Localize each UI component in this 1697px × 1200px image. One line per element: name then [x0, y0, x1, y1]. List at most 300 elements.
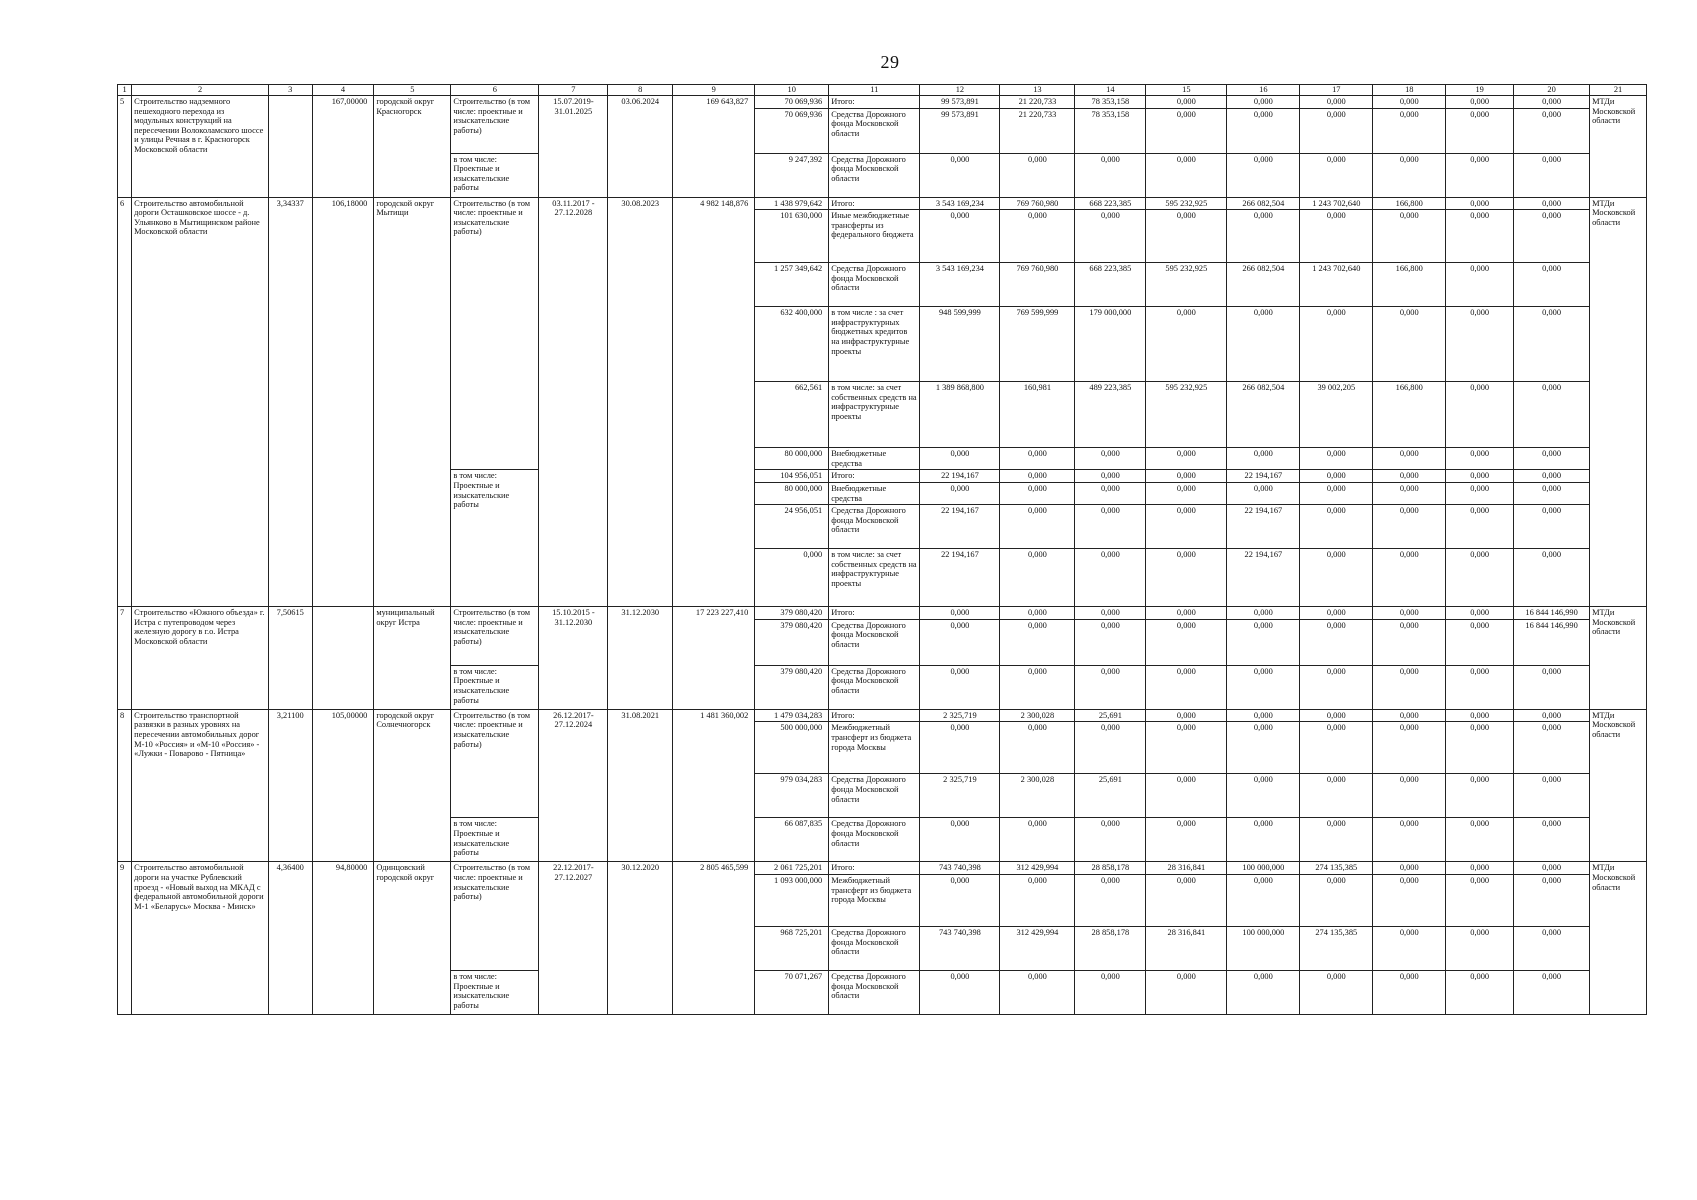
year-value: 0,000: [1446, 482, 1514, 504]
year-value: 166,800: [1373, 382, 1446, 448]
year-value: 0,000: [1227, 210, 1300, 263]
year-value: 0,000: [1373, 470, 1446, 483]
column-number-header: 14: [1075, 85, 1146, 96]
year-value: 0,000: [1000, 818, 1075, 862]
year-value: 0,000: [1514, 709, 1590, 722]
year-value: 0,000: [1514, 108, 1590, 153]
year-value: 0,000: [1300, 619, 1373, 665]
year-value: 0,000: [1075, 210, 1146, 263]
year-value: 0,000: [1300, 874, 1373, 926]
capacity-value: 3,34337: [268, 197, 312, 607]
funding-source: в том числе: за счет собственных средств на инфраструктурные проекты: [829, 549, 920, 607]
year-value: 0,000: [920, 448, 1000, 470]
year-value: 0,000: [1075, 470, 1146, 483]
length-value: [312, 607, 374, 710]
work-type: в том числе: Проектные и изыскательские работы: [451, 665, 539, 709]
year-value: 179 000,000: [1075, 307, 1146, 382]
year-value: 0,000: [1514, 665, 1590, 709]
year-value: 0,000: [920, 482, 1000, 504]
year-value: 0,000: [1446, 818, 1514, 862]
year-value: 0,000: [1446, 382, 1514, 448]
year-value: 0,000: [1146, 607, 1227, 620]
length-value: 167,00000: [312, 96, 374, 198]
year-value: 22 194,167: [920, 549, 1000, 607]
executor: МТДи Московской области: [1590, 862, 1647, 1015]
work-type: Строительство (в том числе: проектные и изыскательские работы): [451, 96, 539, 154]
year-value: 312 429,994: [1000, 926, 1075, 970]
year-value: 0,000: [1146, 505, 1227, 549]
object-name: Строительство автомобильной дороги Осташковское шоссе - д. Ульянково в Мытищинском районе Московской области: [132, 197, 269, 607]
year-value: 0,000: [1373, 774, 1446, 818]
column-number-header: 2: [132, 85, 269, 96]
investment-register-table: [117, 84, 1647, 1015]
year-value: 0,000: [1373, 96, 1446, 109]
work-type: Строительство (в том числе: проектные и изыскательские работы): [451, 197, 539, 470]
funding-source: Итого:: [829, 862, 920, 875]
year-value: 0,000: [1146, 709, 1227, 722]
year-value: 0,000: [1227, 96, 1300, 109]
municipality: городской округ Мытищи: [374, 197, 451, 607]
year-value: 0,000: [920, 665, 1000, 709]
funding-source: Итого:: [829, 709, 920, 722]
year-value: 743 740,398: [920, 926, 1000, 970]
year-value: 0,000: [1075, 505, 1146, 549]
column-number-header: 15: [1146, 85, 1227, 96]
year-value: 0,000: [1227, 153, 1300, 197]
year-value: 22 194,167: [1227, 549, 1300, 607]
funding-source: в том числе : за счет инфраструктурных бюджетных кредитов на инфраструктурные проекты: [829, 307, 920, 382]
funding-source: Средства Дорожного фонда Московской области: [829, 108, 920, 153]
year-value: 0,000: [1514, 970, 1590, 1014]
executor: МТДи Московской области: [1590, 96, 1647, 198]
length-value: 106,18000: [312, 197, 374, 607]
executor: МТДи Московской области: [1590, 607, 1647, 710]
year-value: 0,000: [1446, 108, 1514, 153]
year-value: 0,000: [1300, 505, 1373, 549]
column-number-header: 4: [312, 85, 374, 96]
year-value: 0,000: [1146, 970, 1227, 1014]
year-value: 0,000: [1146, 153, 1227, 197]
year-value: 0,000: [1000, 549, 1075, 607]
period-dates: 15.10.2015 - 31.12.2030: [539, 607, 608, 710]
year-value: 0,000: [1075, 448, 1146, 470]
year-value: 948 599,999: [920, 307, 1000, 382]
funding-source: Межбюджетный трансферт из бюджета города Москвы: [829, 722, 920, 774]
register-table: [117, 84, 1647, 1015]
year-value: 0,000: [1373, 153, 1446, 197]
funding-source: Иные межбюджетные трансферты из федерального бюджета: [829, 210, 920, 263]
year-value: 0,000: [1300, 607, 1373, 620]
year-value: 266 082,504: [1227, 197, 1300, 210]
funding-source: Межбюджетный трансферт из бюджета города Москвы: [829, 874, 920, 926]
year-value: 0,000: [1373, 619, 1446, 665]
financed-value: 104 956,051: [755, 470, 829, 483]
year-value: 0,000: [1446, 926, 1514, 970]
funding-source: Средства Дорожного фонда Московской области: [829, 970, 920, 1014]
year-value: 99 573,891: [920, 108, 1000, 153]
year-value: 0,000: [1446, 874, 1514, 926]
year-value: 0,000: [920, 722, 1000, 774]
year-value: 0,000: [1514, 874, 1590, 926]
object-name: Строительство транспортной развязки в разных уровнях на пересечении автомобильных дорог М-10 «Россия» и «М-10 «Россия» - «Лужки - Поварово - Пятница»: [132, 709, 269, 862]
year-value: 0,000: [1227, 722, 1300, 774]
year-value: 0,000: [1075, 818, 1146, 862]
total-cost: 1 481 360,002: [673, 709, 755, 862]
year-value: 0,000: [1300, 722, 1373, 774]
year-value: 28 316,841: [1146, 926, 1227, 970]
object-name: Строительство «Южного объезда» г. Истра с путепроводом через железную дорогу в г.о. Истра Московской области: [132, 607, 269, 710]
year-value: 0,000: [1446, 210, 1514, 263]
year-value: 2 325,719: [920, 709, 1000, 722]
year-value: 0,000: [1000, 970, 1075, 1014]
year-value: 0,000: [1446, 774, 1514, 818]
year-value: 21 220,733: [1000, 108, 1075, 153]
year-value: 2 325,719: [920, 774, 1000, 818]
funding-source: Средства Дорожного фонда Московской области: [829, 774, 920, 818]
year-value: 0,000: [1300, 108, 1373, 153]
financed-value: 70 071,267: [755, 970, 829, 1014]
period-dates: 15.07.2019-31.01.2025: [539, 96, 608, 198]
year-value: 769 760,980: [1000, 197, 1075, 210]
year-value: 0,000: [1000, 482, 1075, 504]
year-value: 0,000: [1146, 210, 1227, 263]
financed-value: 1 438 979,642: [755, 197, 829, 210]
completion-date: 30.08.2023: [608, 197, 673, 607]
year-value: 0,000: [1373, 970, 1446, 1014]
year-value: 0,000: [1514, 470, 1590, 483]
year-value: 266 082,504: [1227, 263, 1300, 307]
work-type: Строительство (в том числе: проектные и изыскательские работы): [451, 862, 539, 971]
year-value: 0,000: [1000, 153, 1075, 197]
financed-value: 632 400,000: [755, 307, 829, 382]
year-value: 312 429,994: [1000, 862, 1075, 875]
funding-source: Средства Дорожного фонда Московской области: [829, 153, 920, 197]
column-number-row: [118, 85, 1647, 96]
year-value: 0,000: [1146, 549, 1227, 607]
year-value: 0,000: [1373, 709, 1446, 722]
financed-value: 662,561: [755, 382, 829, 448]
year-value: 0,000: [920, 619, 1000, 665]
year-value: 0,000: [1300, 210, 1373, 263]
year-value: 0,000: [1446, 722, 1514, 774]
column-number-header: 16: [1227, 85, 1300, 96]
year-value: 0,000: [1146, 874, 1227, 926]
column-number-header: 3: [268, 85, 312, 96]
year-value: 668 223,385: [1075, 263, 1146, 307]
funding-source: Средства Дорожного фонда Московской области: [829, 665, 920, 709]
year-value: 16 844 146,990: [1514, 619, 1590, 665]
work-type: Строительство (в том числе: проектные и изыскательские работы): [451, 607, 539, 666]
capacity-value: 4,36400: [268, 862, 312, 1015]
funding-source: Средства Дорожного фонда Московской области: [829, 619, 920, 665]
year-value: 0,000: [1075, 970, 1146, 1014]
year-value: 0,000: [1446, 505, 1514, 549]
year-value: 0,000: [1227, 970, 1300, 1014]
year-value: 0,000: [920, 970, 1000, 1014]
table-row: [118, 96, 1647, 109]
financed-value: 968 725,201: [755, 926, 829, 970]
year-value: 25,691: [1075, 774, 1146, 818]
year-value: 1 243 702,640: [1300, 263, 1373, 307]
year-value: 0,000: [920, 153, 1000, 197]
year-value: 0,000: [1373, 874, 1446, 926]
year-value: 0,000: [1446, 862, 1514, 875]
funding-source: Итого:: [829, 96, 920, 109]
year-value: 0,000: [1373, 549, 1446, 607]
year-value: 78 353,158: [1075, 108, 1146, 153]
year-value: 0,000: [1146, 774, 1227, 818]
year-value: 0,000: [1300, 96, 1373, 109]
year-value: 16 844 146,990: [1514, 607, 1590, 620]
column-number-header: 13: [1000, 85, 1075, 96]
funding-source: Итого:: [829, 470, 920, 483]
year-value: 668 223,385: [1075, 197, 1146, 210]
year-value: 0,000: [1446, 549, 1514, 607]
year-value: 0,000: [1000, 722, 1075, 774]
year-value: 0,000: [1000, 607, 1075, 620]
year-value: 0,000: [920, 818, 1000, 862]
financed-value: 70 069,936: [755, 96, 829, 109]
year-value: 0,000: [1446, 307, 1514, 382]
year-value: 0,000: [1514, 505, 1590, 549]
financed-value: 2 061 725,201: [755, 862, 829, 875]
funding-source: Итого:: [829, 197, 920, 210]
year-value: 166,800: [1373, 263, 1446, 307]
year-value: 0,000: [1146, 482, 1227, 504]
year-value: 0,000: [920, 210, 1000, 263]
year-value: 0,000: [1000, 210, 1075, 263]
year-value: 0,000: [1146, 665, 1227, 709]
year-value: 78 353,158: [1075, 96, 1146, 109]
total-cost: 2 805 465,599: [673, 862, 755, 1015]
financed-value: 70 069,936: [755, 108, 829, 153]
row-number: 8: [118, 709, 132, 862]
year-value: 0,000: [1146, 96, 1227, 109]
year-value: 21 220,733: [1000, 96, 1075, 109]
year-value: 0,000: [1373, 482, 1446, 504]
row-number: 6: [118, 197, 132, 607]
table-row: [118, 197, 1647, 210]
total-cost: 17 223 227,410: [673, 607, 755, 710]
municipality: городской округ Красногорск: [374, 96, 451, 198]
year-value: 0,000: [1446, 619, 1514, 665]
capacity-value: 7,50615: [268, 607, 312, 710]
year-value: 274 135,385: [1300, 926, 1373, 970]
work-type: в том числе: Проектные и изыскательские работы: [451, 470, 539, 607]
row-number: 5: [118, 96, 132, 198]
year-value: 2 300,028: [1000, 774, 1075, 818]
funding-source: Средства Дорожного фонда Московской области: [829, 505, 920, 549]
capacity-value: [268, 96, 312, 198]
financed-value: 1 257 349,642: [755, 263, 829, 307]
year-value: 100 000,000: [1227, 926, 1300, 970]
financed-value: 1 093 000,000: [755, 874, 829, 926]
year-value: 0,000: [1000, 619, 1075, 665]
financed-value: 379 080,420: [755, 665, 829, 709]
work-type: Строительство (в том числе: проектные и изыскательские работы): [451, 709, 539, 818]
year-value: 0,000: [1075, 619, 1146, 665]
column-number-header: 5: [374, 85, 451, 96]
financed-value: 9 247,392: [755, 153, 829, 197]
year-value: 0,000: [1075, 153, 1146, 197]
year-value: 99 573,891: [920, 96, 1000, 109]
year-value: 0,000: [1446, 970, 1514, 1014]
period-dates: 03.11.2017 - 27.12.2028: [539, 197, 608, 607]
year-value: 0,000: [1227, 665, 1300, 709]
year-value: 3 543 169,234: [920, 197, 1000, 210]
year-value: 0,000: [1075, 665, 1146, 709]
year-value: 0,000: [1300, 818, 1373, 862]
year-value: 0,000: [1446, 665, 1514, 709]
year-value: 1 389 868,800: [920, 382, 1000, 448]
total-cost: 169 643,827: [673, 96, 755, 198]
object-name: Строительство надземного пешеходного перехода из модульных конструкций на пересечении Волоколамского шоссе и улицы Речная в г. Красногорск Московской области: [132, 96, 269, 198]
year-value: 0,000: [1075, 722, 1146, 774]
year-value: 0,000: [1446, 448, 1514, 470]
year-value: 0,000: [1000, 665, 1075, 709]
year-value: 0,000: [1227, 818, 1300, 862]
year-value: 0,000: [1514, 774, 1590, 818]
year-value: 0,000: [1373, 722, 1446, 774]
municipality: городской округ Солнечногорск: [374, 709, 451, 862]
year-value: 0,000: [1300, 549, 1373, 607]
period-dates: 22.12.2017-27.12.2027: [539, 862, 608, 1015]
year-value: 28 316,841: [1146, 862, 1227, 875]
funding-source: Средства Дорожного фонда Московской области: [829, 926, 920, 970]
executor: МТДи Московской области: [1590, 197, 1647, 607]
year-value: 595 232,925: [1146, 263, 1227, 307]
year-value: 0,000: [1146, 448, 1227, 470]
year-value: 0,000: [1227, 774, 1300, 818]
completion-date: 31.12.2030: [608, 607, 673, 710]
period-dates: 26.12.2017-27.12.2024: [539, 709, 608, 862]
column-number-header: 9: [673, 85, 755, 96]
column-number-header: 12: [920, 85, 1000, 96]
year-value: 0,000: [1514, 382, 1590, 448]
year-value: 0,000: [1300, 482, 1373, 504]
work-type: в том числе: Проектные и изыскательские работы: [451, 153, 539, 197]
column-number-header: 10: [755, 85, 829, 96]
year-value: 0,000: [1300, 307, 1373, 382]
row-number: 7: [118, 607, 132, 710]
year-value: 25,691: [1075, 709, 1146, 722]
year-value: 0,000: [1514, 722, 1590, 774]
year-value: 266 082,504: [1227, 382, 1300, 448]
year-value: 0,000: [1373, 926, 1446, 970]
column-number-header: 6: [451, 85, 539, 96]
year-value: 0,000: [1227, 482, 1300, 504]
financed-value: 379 080,420: [755, 619, 829, 665]
year-value: 0,000: [1300, 470, 1373, 483]
year-value: 0,000: [1300, 153, 1373, 197]
year-value: 0,000: [1446, 153, 1514, 197]
year-value: 22 194,167: [1227, 505, 1300, 549]
year-value: 489 223,385: [1075, 382, 1146, 448]
completion-date: 31.08.2021: [608, 709, 673, 862]
column-number-header: 8: [608, 85, 673, 96]
year-value: 0,000: [1227, 709, 1300, 722]
financed-value: 80 000,000: [755, 448, 829, 470]
funding-source: Внебюджетные средства: [829, 448, 920, 470]
year-value: 0,000: [1373, 448, 1446, 470]
length-value: 94,80000: [312, 862, 374, 1015]
column-number-header: 18: [1373, 85, 1446, 96]
year-value: 595 232,925: [1146, 197, 1227, 210]
column-number-header: 17: [1300, 85, 1373, 96]
year-value: 1 243 702,640: [1300, 197, 1373, 210]
year-value: 0,000: [1514, 197, 1590, 210]
year-value: 0,000: [1227, 448, 1300, 470]
year-value: 0,000: [1514, 307, 1590, 382]
column-number-header: 20: [1514, 85, 1590, 96]
year-value: 0,000: [1446, 263, 1514, 307]
work-type: в том числе: Проектные и изыскательские работы: [451, 818, 539, 862]
financed-value: 24 956,051: [755, 505, 829, 549]
year-value: 0,000: [1227, 607, 1300, 620]
financed-value: 101 630,000: [755, 210, 829, 263]
year-value: 0,000: [1300, 448, 1373, 470]
year-value: 0,000: [1227, 307, 1300, 382]
funding-source: Внебюджетные средства: [829, 482, 920, 504]
year-value: 0,000: [920, 874, 1000, 926]
year-value: 0,000: [1373, 818, 1446, 862]
year-value: 0,000: [1000, 470, 1075, 483]
year-value: 160,981: [1000, 382, 1075, 448]
year-value: 3 543 169,234: [920, 263, 1000, 307]
year-value: 0,000: [1300, 774, 1373, 818]
year-value: 0,000: [1146, 108, 1227, 153]
year-value: 0,000: [1000, 448, 1075, 470]
financed-value: 979 034,283: [755, 774, 829, 818]
funding-source: Средства Дорожного фонда Московской области: [829, 263, 920, 307]
year-value: 28 858,178: [1075, 862, 1146, 875]
year-value: 2 300,028: [1000, 709, 1075, 722]
financed-value: 500 000,000: [755, 722, 829, 774]
year-value: 0,000: [1514, 818, 1590, 862]
year-value: 0,000: [1373, 607, 1446, 620]
year-value: 0,000: [1446, 607, 1514, 620]
year-value: 595 232,925: [1146, 382, 1227, 448]
year-value: 0,000: [1373, 505, 1446, 549]
year-value: 0,000: [1146, 470, 1227, 483]
year-value: 39 002,205: [1300, 382, 1373, 448]
year-value: 0,000: [1300, 970, 1373, 1014]
page-number: 29: [880, 52, 900, 72]
year-value: 0,000: [1446, 96, 1514, 109]
year-value: 166,800: [1373, 197, 1446, 210]
column-number-header: 7: [539, 85, 608, 96]
length-value: 105,00000: [312, 709, 374, 862]
year-value: 0,000: [1373, 108, 1446, 153]
year-value: 22 194,167: [920, 470, 1000, 483]
row-number: 9: [118, 862, 132, 1015]
financed-value: 379 080,420: [755, 607, 829, 620]
year-value: 0,000: [1300, 665, 1373, 709]
column-number-header: 1: [118, 85, 132, 96]
municipality: Одинцовский городской округ: [374, 862, 451, 1015]
financed-value: 66 087,835: [755, 818, 829, 862]
year-value: 0,000: [1075, 482, 1146, 504]
funding-source: Средства Дорожного фонда Московской области: [829, 818, 920, 862]
column-number-header: 19: [1446, 85, 1514, 96]
year-value: 0,000: [1075, 607, 1146, 620]
year-value: 0,000: [1075, 549, 1146, 607]
year-value: 0,000: [1514, 210, 1590, 263]
table-row: [118, 709, 1647, 722]
executor: МТДи Московской области: [1590, 709, 1647, 862]
year-value: 0,000: [1146, 307, 1227, 382]
year-value: 0,000: [1446, 470, 1514, 483]
